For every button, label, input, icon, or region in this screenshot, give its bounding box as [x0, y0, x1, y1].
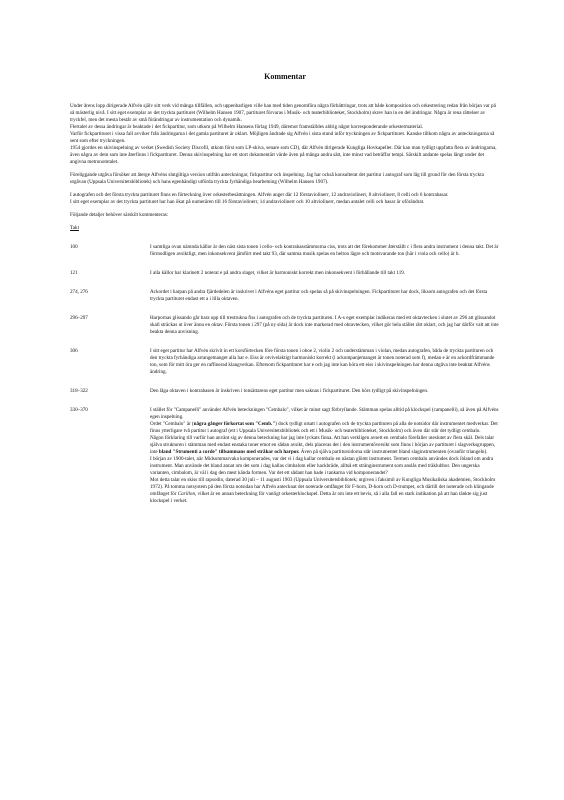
- bar-comment: I alla källor har klarinett 2 noterat e på andra slaget, vilket är harmoniskt korrekt men inkonsekvent i förhållande till takt 119.: [150, 270, 406, 276]
- bar-comment: I samtliga ovan nämnda källor är den näst sista tonen i cello- och kontrabasstämmorna ciss, trots att det förekommer återställt c i flera andra instrument i denna takt. Det är förmodligen avsiktligt, men inkonsekvent jämfört med takt 93, där samma musik spelas en helton lägre och motsvarande ton (här i viola och cello) är b.: [150, 244, 499, 257]
- bar-comment: I sitt eget partitur har Alfvén skrivit in ett korsförtecken före första tonen i oboe 2, violin 2 och understämman i violan, medan autografen, båda de tryckta partituren och den tryckta fyrhändiga arrangemanget alla har e. Eiss är otvivelaktigt harmoniskt korrekt (i ackompanjemanget är tonen noterad som f), medan e är en ackordfrämmande ton, som för mitt öra ger en raffinerad klangverkan. Eftersom fickpartituret har e och jag inte kan höra ett eiss i skivinspelningen har denna utgåva inte beaktat Alfvéns ändring.: [150, 348, 495, 375]
- intro-paragraph: Föreliggande utgåva försöker att återge Alfvéns slutgiltiga version utifrån anteckningar, fickpartitur och inspelning. Jag har också konsulterat det partitur i autograf som låg till grund för den första tryckta utgåvan (Uppsala Universitetsbibliotek) och hans egenhändigt utförda tryckta fyrhändiga bearbetning (Wilhelm Hansen 1907).: [70, 172, 484, 185]
- comment-paragraph: I stället för "Campanelli" använder Alfvén beteckningen "Cembalo", vilket är minst sagt förbryllande. Stämman spelas alltid på klockspel (campanelli), så även på Alfvéns egen inspelning.: [150, 407, 499, 420]
- intro-block-3: [70, 192, 500, 206]
- comment-paragraph: [150, 421, 500, 435]
- intro-paragraph: Varför fickpartituret i vissa fall avviker från ändringarna i det gamla partituret är oklart. Möjligen ändrade sig Alfvén i sista stund inför tryckningen av fickpartituret. Kanske tillkom några av anteckningarna så sent som efter tryckningen.: [70, 131, 495, 144]
- bar-comment: Ackordet i harpan på andra fjärdedelen är inskrivet i Alfvéns eget partitur och spelas så på skivinspelningen. Fickpartituret har dock, liksom autografen och det första tryckta partituret endast ett a i lilla oktaven.: [150, 289, 488, 302]
- document-page: [70, 72, 500, 517]
- bar-comment: [150, 407, 500, 505]
- intro-paragraph: I sitt eget exemplar av det tryckta partituret har han ökat på numerären till 16 förstaviolinerr, 14 andraviolinerr och 10 altviolinerr, medan antalet celli och basar är oförändrat.: [70, 199, 425, 205]
- bar-number: 318–322: [70, 388, 88, 394]
- comment-row: [70, 270, 500, 277]
- comment-text: Mot detta talar en skiss till rapsodin, daterad 30 juli – 11 augusti 1903 (Uppsala Universitetsbibliotek; utgiven i faksimil av Kungliga Musikaliska akademien, Stockholm 1972). På tomma notsystem på den första notsidan har Alfvén antecknat det noterade omfånget för F-horn, D-horn och D-trumpet, och därtill det noterade och klingande omfånget för: [150, 477, 496, 497]
- bar-number: 121: [70, 270, 78, 276]
- bar-comment: Den låga oktaven i kontrabasen är inskriven i tonsättarens eget partitur men saknas i fickpartituret. Den hörs tydligt på skivinspelningen.: [150, 388, 429, 394]
- intro-block-2: [70, 172, 500, 186]
- bar-number: 100: [70, 244, 78, 250]
- bar-number: 296–297: [70, 315, 88, 321]
- takt-heading: Takt: [70, 225, 79, 231]
- comment-row: [70, 315, 500, 336]
- intro-block-1: [70, 103, 500, 166]
- comment-row: [70, 348, 500, 376]
- bar-comment: Harpornas glissando går bara upp till trestrukna fiss i autografen och de tryckta partituren. I A-s eget exemplar indikeras med ett oktavtecken i slutet av 296 att glissandot skall sträckas ut över ännu en oktav. Första tonen i 297 (på ny sida) är dock inte markerad med oktavtecken, vilket gör hela stället rätt oklart, och jag har därför valt att inte beakta denna anvisning.: [150, 315, 499, 335]
- bar-number: 306: [70, 348, 78, 354]
- comment-row: [70, 289, 500, 303]
- comment-row: [70, 244, 500, 258]
- bar-number: 274, 276: [70, 289, 88, 295]
- comment-row: [70, 388, 500, 395]
- comment-bold-text: några gånger förkortat som "Cemb.": [193, 421, 276, 427]
- comment-text: ) dock tydligt utsatt i autografen och de tryckta partituren på alla de notsidor där instrumentet medverkar. Det finns ytterligare två partitur i autograf (ett i Uppsala Universitetsbibliotek och ett i Musik- och teaterbiblioteket, Stockholm) och även där står det tydligt cembalo.: [150, 421, 498, 434]
- intro-block-4: [70, 212, 500, 219]
- comment-paragraph: [150, 435, 500, 456]
- page-title: Kommentar: [264, 72, 306, 81]
- comment-text: Ordet "Cembalo" är (: [150, 421, 194, 427]
- intro-paragraph: Följande detaljer behöver särskilt kommenteras:: [70, 212, 169, 218]
- comment-bold-text: bland "Strumenti a corde" tillsammans med stråkar och harpor.: [158, 449, 300, 455]
- comment-text: Även på själva partitursidorna står instrumentet bland slaginstrumenten (ovanför triangeln).: [299, 449, 488, 455]
- intro-paragraph: I autografen och det första tryckta partituret finns en förteckning över orkesterbesättningen. Alfvén anger där 12 förstaviolinerr, 12 andraviolinerr, 8 altviolinerr, 8 celli och 6 kontrabasar.: [70, 192, 449, 198]
- comment-text: Någon förklaring till varför han använt sig av denna beteckning har jag inte lyckats finna. Att han verkligen avsett en cembalo förefaller uteslutet av flera skäl. Dels talar själva strukturen i stämman med endast enstaka toner emot en sådan avsikt, dels placeras det i den instrumentöversikt som finns i början av partituret i slagverksgruppen, inte: [150, 435, 496, 455]
- comment-paragraph: I början av 1900-talet, när Midsommarvaka komponerades, var det vi i dag kallar cembalo en nästan glömt instrument. Termen cembalo användes dock ibland om andra instrument. Man använde det bland annat om det som i dag kallas cimbalom eller hackbräde, alltså ett stränginstrument som anslås med träklubbor. Den ungerska varianten, cimbalom, är väl i dag den mest kända formen. Var det ett sådant han hade i tankarna vid komponerandet?: [150, 456, 494, 476]
- comment-text: , vilket är en annan beteckning för vanligt orkesterklockspel. Detta är om inte ett bevis, så i alla fall en stark indikation på att han tänkte sig just klockspel i verket.: [150, 491, 488, 504]
- intro-paragraph: Flertalet av dessa ändringar är beaktade i det fickpartitur, som utkom på Wilhelm Hansens förlag 1949, däremot framställdes aldrig något korresponderande orkestermaterial.: [70, 124, 424, 130]
- comment-paragraph: [150, 477, 500, 505]
- intro-paragraph: Under årens lopp dirigerade Alfvén själv sitt verk vid många tillfällen, och uppenbarligen ville han med tiden genomföra några förbättringar, trots att både komposition och orkestrering redan från början var på så mästerlig nivå. I sitt eget exemplar av det tryckta partituret (Wilhelm Hansen 1907, partituret förvaras i Musik- och teaterbiblioteket, Stockholm) skrev han in en del ändringar. Några är rena rättelser av tryckfel, men det mesta består av små förändringar av instrumentation och dynamik.: [70, 103, 496, 123]
- comment-row-cembalo: [70, 407, 500, 505]
- intro-paragraph: 1954 gjordes en skivinspelning av verket (Swedish Society Discofil, utkom först som LP-skiva, senare som CD), där Alfvén dirigerade Kungliga Hovkapellet. Där kan man tydligt uppfatta flera av ändringarna, även några av dem som inte återfinns i fickpartituret. Denna skivinspelning har ett stort dokumentärt värde även på många andra sätt, inte minst vad beträffar tempi. Särskilt andante spelas långt under det angivna metronomtalet.: [70, 145, 497, 165]
- bar-number: 330–370: [70, 407, 88, 413]
- comment-italic-text: Carillon: [177, 491, 196, 497]
